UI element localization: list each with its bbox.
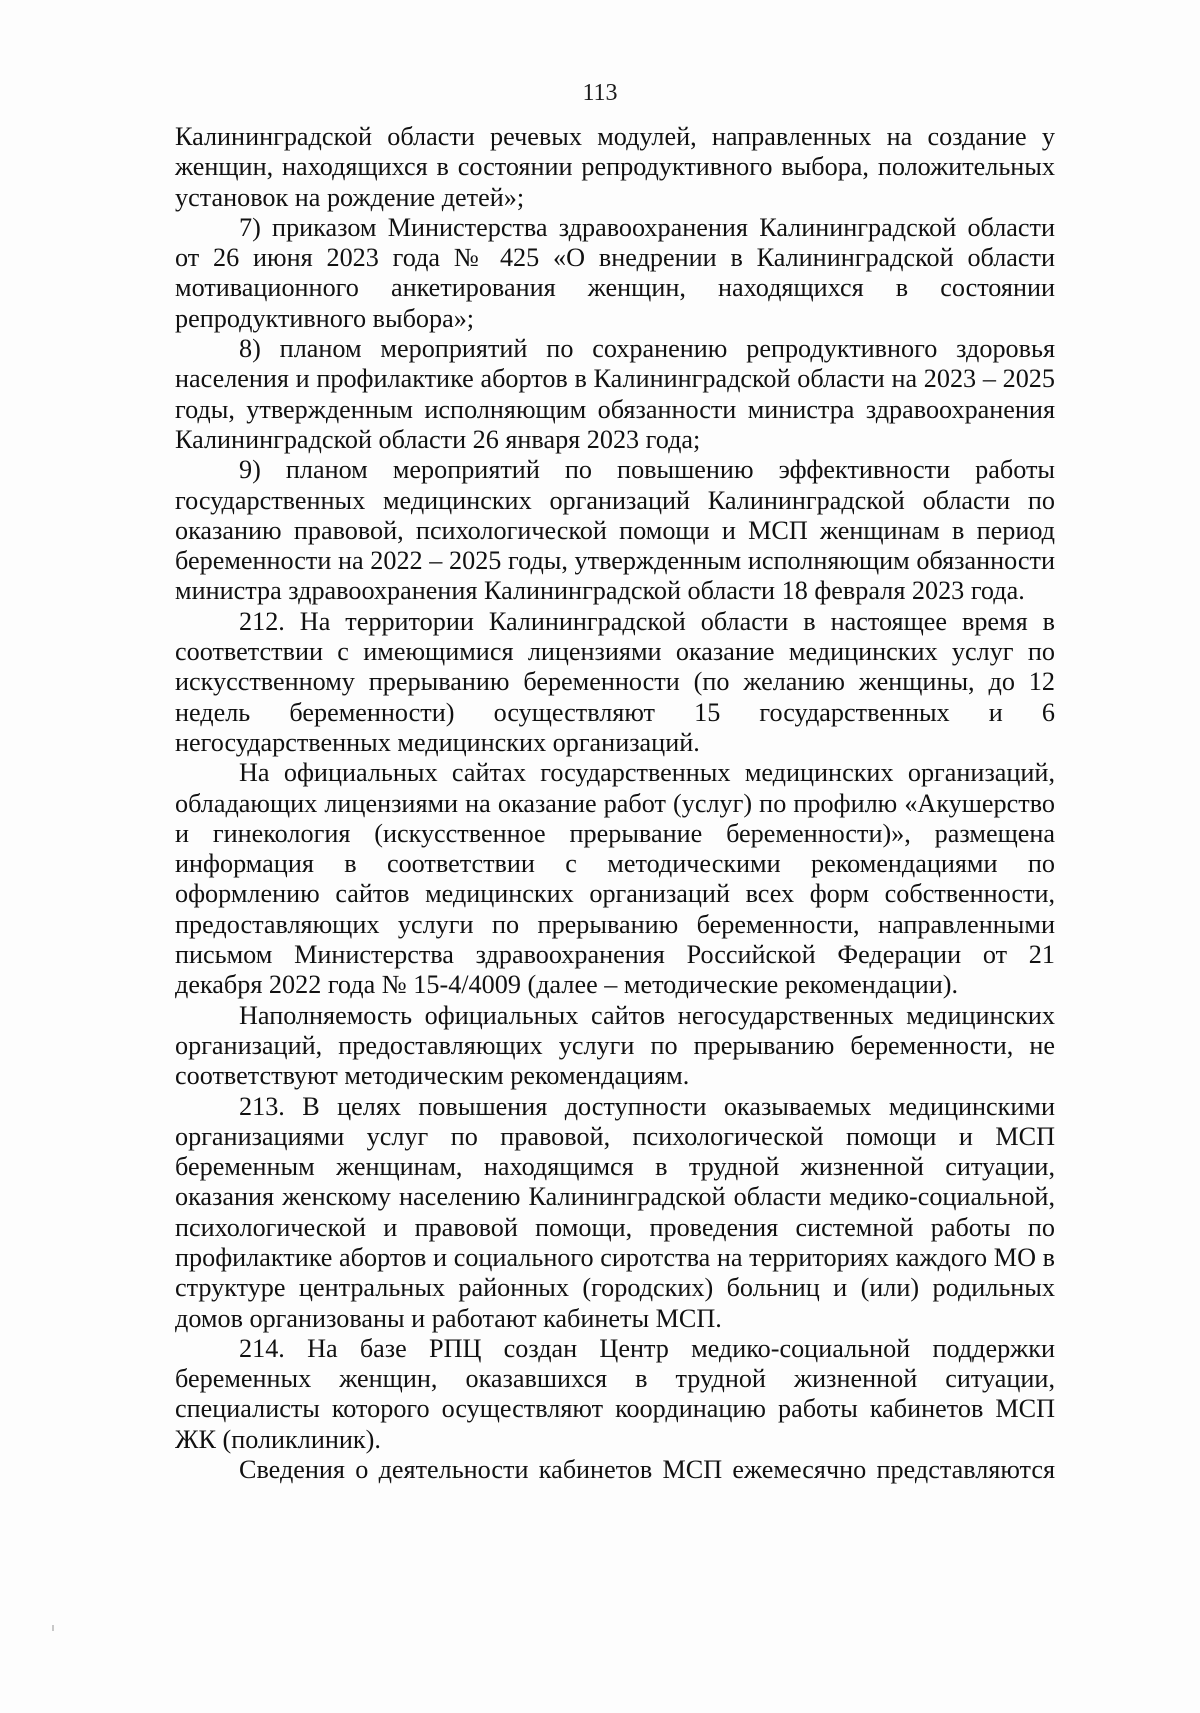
document-body bbox=[175, 122, 1055, 1485]
paragraph-item-8: 8) планом мероприятий по сохранению репродуктивного здоровья населения и профилактике абортов в Калининградской области на 2023 – 2025 годы, утвержденным исполняющим обязанности министра здравоохранения Калининградской области 26 января 2023 года; bbox=[175, 334, 1055, 454]
paragraph-item-9: 9) планом мероприятий по повышению эффективности работы государственных медицинских организаций Калининградской области по оказанию правовой, психологической помощи и МСП женщинам в период беременности на 2022 – 2025 годы, утвержденным исполняющим обязанности министра здравоохранения Калининградской области 18 февраля 2023 года. bbox=[175, 455, 1055, 606]
paragraph-continuation: Калининградской области речевых модулей, направленных на создание у женщин, находящихся в состоянии репродуктивного выбора, положительных установок на рождение детей»; bbox=[175, 122, 1055, 212]
paragraph-214: 214. На базе РПЦ создан Центр медико-социальной поддержки беременных женщин, оказавшихся в трудной жизненной ситуации, специалисты которого осуществляют координацию работы кабинетов МСП ЖК (поликлиник). bbox=[175, 1333, 1055, 1454]
paragraph-item-7: 7) приказом Министерства здравоохранения Калининградской области от 26 июня 2023 года № 425 «О внедрении в Калининградской области мотивационного анкетирования женщин, находящихся в состоянии репродуктивного выбора»; bbox=[175, 212, 1055, 333]
paragraph-official-sites: На официальных сайтах государственных медицинских организаций, обладающих лицензиями на оказание работ (услуг) по профилю «Акушерство и гинекология (искусственное прерывание беременности)», размещена информация в соответствии с методическими рекомендациями по оформлению сайтов медицинских организаций всех форм собственности, предоставляющих услуги по прерыванию беременности, направленными письмом Министерства здравоохранения Российской Федерации от 21 декабря 2022 года № 15-4/4009 (далее – методические рекомендации). bbox=[175, 758, 1055, 1000]
paragraph-212: 212. На территории Калининградской области в настоящее время в соответствии с имеющимися лицензиями оказание медицинских услуг по искусственному прерыванию беременности (по желанию женщины, до 12 недель беременности) осуществляют 15 государственных и 6 негосударственных медицинских организаций. bbox=[175, 606, 1055, 757]
paragraph-final-line: Сведения о деятельности кабинетов МСП ежемесячно представляются bbox=[239, 1455, 1055, 1485]
page-number: 113 bbox=[582, 80, 618, 106]
paragraph-213: 213. В целях повышения доступности оказываемых медицинскими организациями услуг по правовой, психологической помощи и МСП беременным женщинам, находящимся в трудной жизненной ситуации, оказания женскому населению Калининградской области медико-социальной, психологической и правовой помощи, проведения системной работы по профилактике абортов и социального сиротства на территориях каждого МО в структуре центральных районных (городских) больниц и (или) родильных домов организованы и работают кабинеты МСП. bbox=[175, 1091, 1055, 1333]
paragraph-site-content: Наполняемость официальных сайтов негосударственных медицинских организаций, предоставляющих услуги по прерыванию беременности, не соответствуют методическим рекомендациям. bbox=[175, 1000, 1055, 1091]
scan-mark bbox=[52, 1625, 54, 1631]
